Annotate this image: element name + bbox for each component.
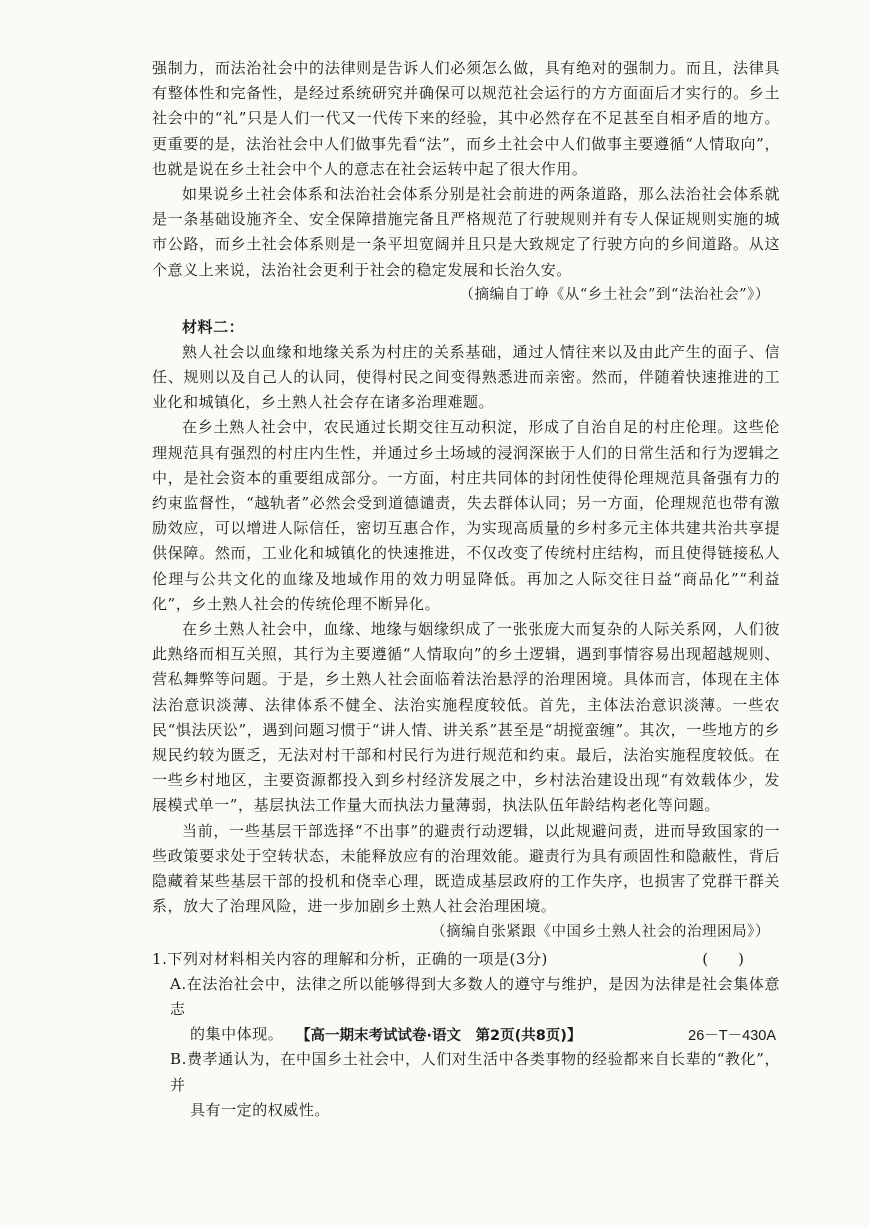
exam-page-content [152, 56, 780, 1123]
page-footer [296, 1024, 776, 1045]
question-1-text: 1.下列对材料相关内容的理解和分析，正确的一项是(3分) [152, 949, 548, 968]
option-b-text-line1: 费孝通认为，在中国乡土社会中，人们对生活中各类事物的经验都来自长辈的“教化”，并 [170, 1050, 780, 1094]
paragraph-material2-4: 当前，一些基层干部选择“不出事”的避责行动逻辑，以此规避问责，进而导致国家的一些政策要求处于空转状态，未能释放应有的治理效能。避责行为具有顽固性和隐蔽性，背后隐藏着某些基层干部的投机和侥幸心理，既造成基层政府的工作失序，也损害了党群干群关系，放大了治理风险，进一步加剧乡土熟人社会治理困境。 [152, 821, 780, 916]
paragraph-material1-2: 如果说乡土社会体系和法治社会体系分别是社会前进的两条道路，那么法治社会体系就是一条基础设施齐全、安全保障措施完备且严格规范了行驶规则并有专人保证规则实施的城市公路，而乡土社会体系则是一条平坦宽阔并且只是大致规定了行驶方向的乡间道路。从这个意义上来说，法治社会更利于社会的稳定发展和长治久安。 [152, 185, 780, 279]
option-a-label: A. [170, 974, 187, 993]
option-a-text-line1: 在法治社会中，法律之所以能够得到大多数人的遵守与维护，是因为法律是社会集体意志 [170, 974, 780, 1018]
option-b-text-line2: 具有一定的权威性。 [190, 1100, 330, 1119]
paragraph-material2-1: 熟人社会以血缘和地缘关系为村庄的关系基础，通过人情往来以及由此产生的面子、信任、规则以及自己人的认同，使得村民之间变得熟悉进而亲密。然而，伴随着快速推进的工业化和城镇化，乡土熟人社会存在诸多治理难题。 [152, 342, 780, 412]
option-b-label: B. [170, 1050, 187, 1069]
paragraph-material2-2: 在乡土熟人社会中，农民通过长期交往互动积淀，形成了自治自足的村庄伦理。这些伦理规范具有强烈的村庄内生性，并通过乡土场域的浸润深嵌于人们的日常生活和行为逻辑之中，是社会资本的重要组成部分。一方面，村庄共同体的封闭性使得伦理规范具备强有力的约束监督性，“越轨者”必然会受到道德谴责，失去群体认同；另一方面，伦理规范也带有激励效应，可以增进人际信任，密切互惠合作，为实现高质量的乡村多元主体共建共治共享提供保障。然而，工业化和城镇化的快速推进，不仅改变了传统村庄结构，而且使得链接私人伦理与公共文化的血缘及地域作用的效力明显降低。再加之人际交往日益“商品化”“利益化”，乡土熟人社会的传统伦理不断异化。 [152, 418, 780, 613]
source-citation-1: （摘编自丁峥《从“乡土社会”到“法治社会”》） [459, 286, 770, 303]
option-a-text-line2: 的集中体现。 [190, 1025, 284, 1044]
source-citation-2: （摘编自张紧跟《中国乡土熟人社会的治理困局》） [431, 923, 770, 940]
footer-title: 【高一期末考试试卷·语文 第2页(共8页)】 [296, 1028, 582, 1044]
paragraph-material2-3: 在乡土熟人社会中，血缘、地缘与姻缘织成了一张张庞大而复杂的人际关系网，人们彼此熟络而相互关照，其行为主要遵循“人情取向”的乡土逻辑，遇到事情容易出现超越规则、营私舞弊等问题。于是，乡土熟人社会面临着法治悬浮的治理困境。具体而言，体现在主体法治意识淡薄、法律体系不健全、法治实施程度较低。首先，主体法治意识淡薄。一些农民“惧法厌讼”，遇到问题习惯于“讲人情、讲关系”甚至是“胡搅蛮缠”。其次，一些地方的乡规民约较为匮乏，无法对村干部和村民行为进行规范和约束。最后，法治实施程度较低。在一些乡村地区，主要资源都投入到乡村经济发展之中，乡村法治建设出现“有效载体少，发展模式单一”，基层执法工作量大而执法力量薄弱，执法队伍年龄结构老化等问题。 [152, 620, 780, 815]
footer-code: 26－T－430A [688, 1028, 776, 1044]
answer-blank[interactable]: ( ) [702, 949, 744, 968]
paragraph-material1-1: 强制力，而法治社会中的法律则是告诉人们必须怎么做，具有绝对的强制力。而且，法律具有整体性和完备性，是经过系统研究并确保可以规范社会运行的方方面面后才实行的。乡土社会中的“礼”只是人们一代又一代传下来的经验，其中必然存在不足甚至自相矛盾的地方。更重要的是，法治社会中人们做事先看“法”，而乡土社会中人们做事主要遵循“人情取向”，也就是说在乡土社会中个人的意志在社会运转中起了很大作用。 [152, 59, 780, 178]
material2-heading: 材料二： [182, 317, 245, 336]
question-1-stem [152, 947, 780, 972]
option-b[interactable] [152, 1047, 780, 1123]
